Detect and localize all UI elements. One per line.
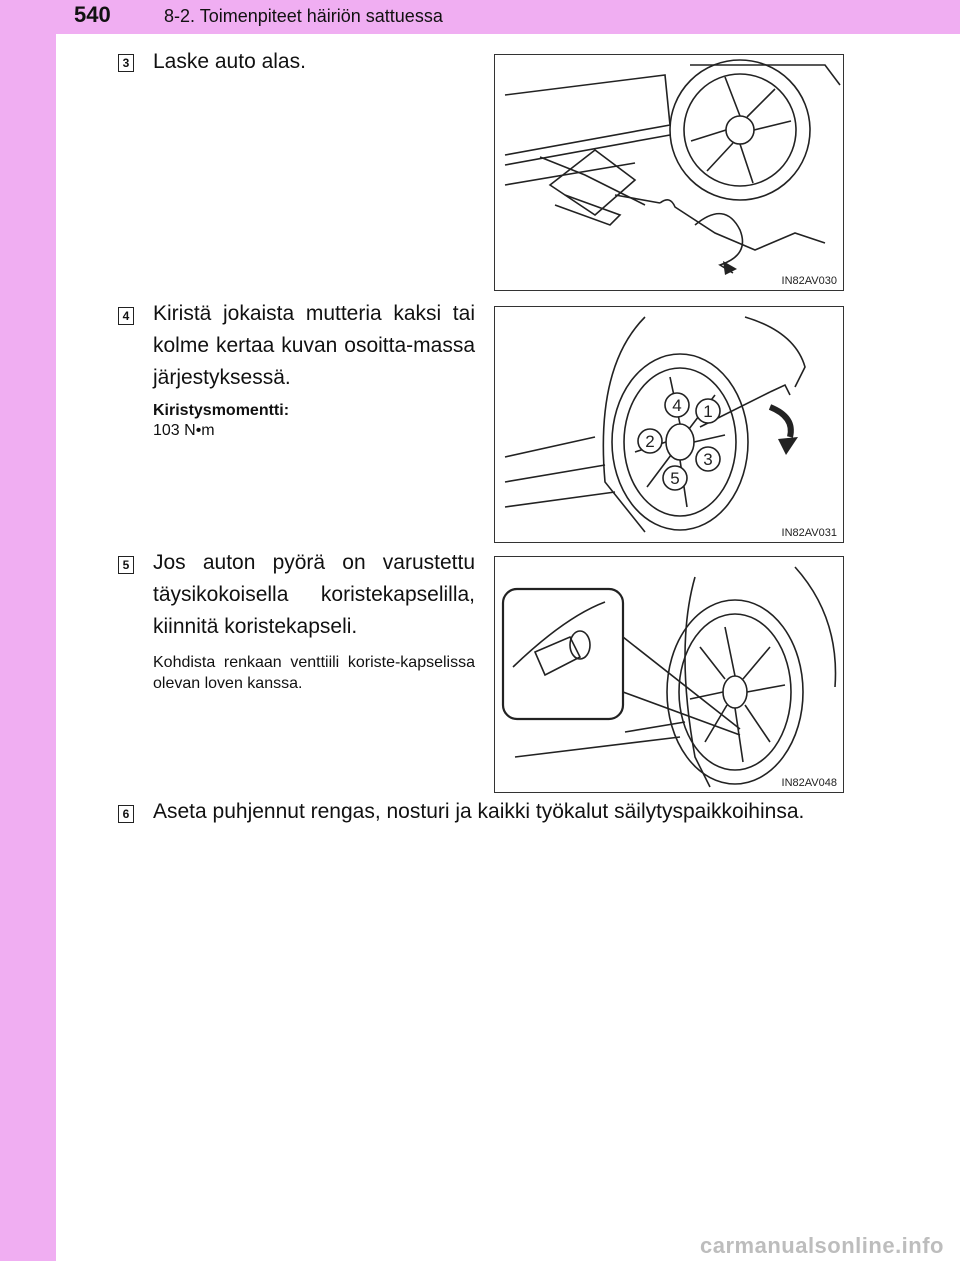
step-number-6: 6 bbox=[118, 805, 134, 823]
nut-label-5: 5 bbox=[670, 469, 680, 488]
nut-label-1: 1 bbox=[703, 402, 713, 421]
step-number-5: 5 bbox=[118, 556, 134, 574]
torque-label: Kiristysmomentti: bbox=[153, 402, 290, 419]
step-3-text: Laske auto alas. bbox=[153, 50, 306, 73]
step-5-note: Kohdista renkaan venttiili koriste-kapselissa olevan loven kanssa. bbox=[153, 654, 475, 692]
page-number: 540 bbox=[74, 2, 111, 27]
figure-code: IN82AV048 bbox=[781, 777, 837, 789]
nut-order-drawing bbox=[495, 307, 844, 543]
jack-lowering-drawing bbox=[495, 55, 844, 291]
lower-car-illustration bbox=[494, 54, 844, 291]
step-5-text: Jos auton pyörä on varustettu täysikokoisella koristekapselilla, kiinnitä koristekapseli. bbox=[153, 551, 475, 638]
nut-label-2: 2 bbox=[645, 432, 655, 451]
nut-label-4: 4 bbox=[672, 396, 682, 415]
header-band bbox=[0, 0, 960, 34]
torque-value: 103 N•m bbox=[153, 422, 215, 439]
step-number-3: 3 bbox=[118, 54, 134, 72]
tighten-nuts-illustration bbox=[494, 306, 844, 543]
section-title: 8-2. Toimenpiteet häiriön sattuessa bbox=[164, 6, 443, 26]
step-6-text: Aseta puhjennut rengas, nosturi ja kaikki työkalut säilytyspaikkoihinsa. bbox=[153, 800, 805, 823]
nut-label-3: 3 bbox=[703, 450, 713, 469]
step-number-4: 4 bbox=[118, 307, 134, 325]
figure-code: IN82AV030 bbox=[781, 275, 837, 287]
figure-code: IN82AV031 bbox=[781, 527, 837, 539]
step-4-text: Kiristä jokaista mutteria kaksi tai kolme kertaa kuvan osoitta-massa järjestyksessä. bbox=[153, 302, 475, 389]
watermark: carmanualsonline.info bbox=[700, 1233, 944, 1258]
side-color-band bbox=[0, 0, 56, 1261]
wheel-cap-drawing bbox=[495, 557, 844, 793]
wheel-cap-illustration bbox=[494, 556, 844, 793]
